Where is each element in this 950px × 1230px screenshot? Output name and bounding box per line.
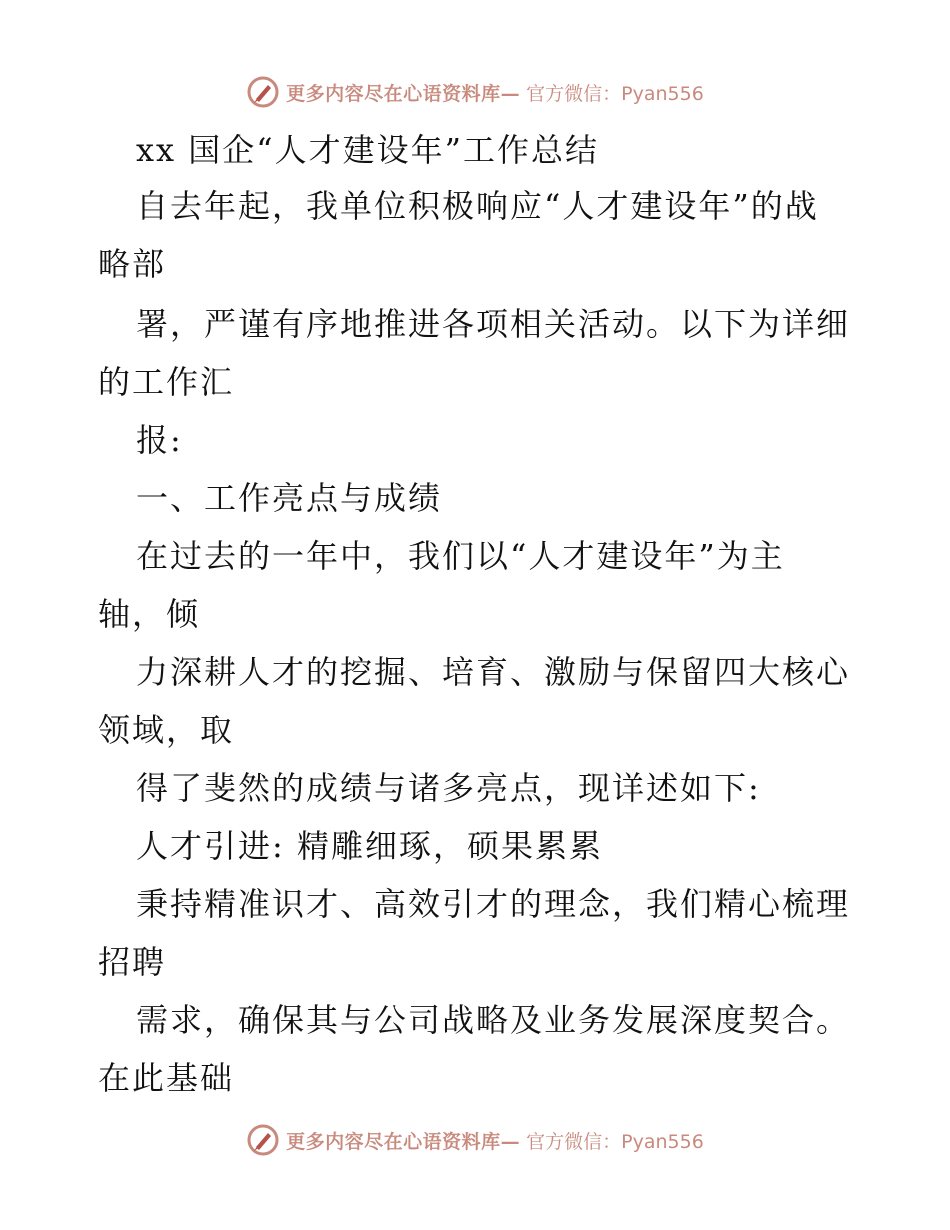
subsection-heading: 人才引进: 精雕细琢，硕果累累 (136, 827, 603, 865)
section-heading: 一、工作亮点与成绩 (136, 479, 443, 517)
paragraph-line: 在此基础 (98, 1059, 235, 1097)
paragraph-line: 在过去的一年中，我们以“人才建设年”为主 (136, 537, 785, 575)
paragraph-line: 力深耕人才的挖掘、培育、激励与保留四大核心 (136, 653, 851, 691)
paragraph-line: 略部 (98, 245, 167, 283)
paragraph-line: 报: (136, 421, 183, 459)
footer-watermark (0, 1120, 950, 1160)
paragraph-line: 招聘 (98, 943, 167, 981)
watermark-contact: 官方微信：Pyan556 (526, 82, 704, 105)
paragraph-line: 的工作汇 (98, 363, 235, 401)
watermark-text: 更多内容尽在心语资料库— (286, 82, 521, 105)
watermark-contact: 官方微信：Pyan556 (526, 1130, 704, 1153)
document-title: xx 国企“人才建设年”工作总结 (136, 131, 599, 169)
paragraph-line: 需求，确保其与公司战略及业务发展深度契合。 (136, 1001, 851, 1039)
paragraph-line: 轴，倾 (98, 595, 201, 633)
paragraph-line: 领域，取 (98, 711, 235, 749)
paragraph-line: 秉持精准识才、高效引才的理念，我们精心梳理 (136, 885, 851, 923)
paragraph-line: 自去年起，我单位积极响应“人才建设年”的战 (136, 187, 819, 225)
paragraph-line: 得了斐然的成绩与诸多亮点，现详述如下: (136, 769, 761, 807)
paragraph-line: 署，严谨有序地推进各项相关活动。以下为详细 (136, 305, 851, 343)
watermark-text: 更多内容尽在心语资料库— (286, 1130, 521, 1153)
header-watermark (0, 72, 950, 112)
pen-nib-logo-icon (246, 1123, 280, 1157)
pen-nib-logo-icon (246, 75, 280, 109)
